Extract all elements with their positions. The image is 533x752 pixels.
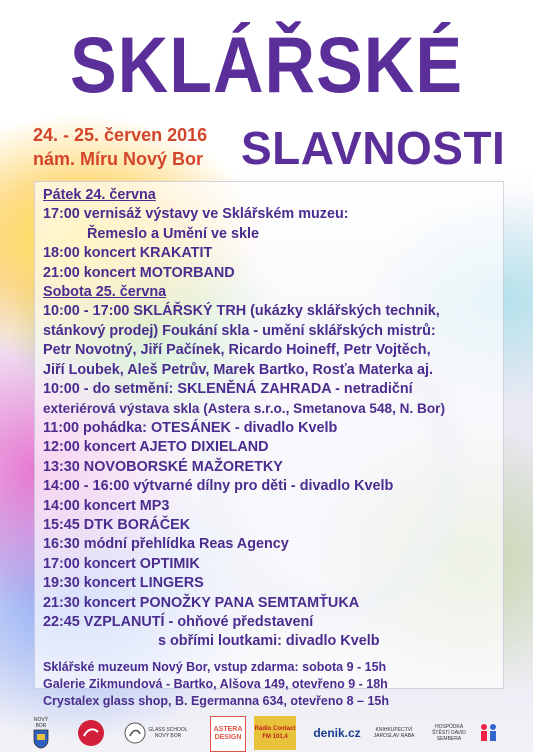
program-line: 21:00 koncert MOTORBAND [43, 264, 235, 281]
logo-label: NOVÝ BOR [33, 717, 49, 729]
venue-list [43, 659, 389, 710]
program-line: 17:00 koncert OPTIMIK [43, 555, 200, 572]
glass-school-icon [122, 716, 192, 750]
program-line: 13:30 NOVOBORSKÉ MAŽORETKY [43, 458, 283, 475]
library-logo-icon [373, 716, 415, 750]
program-line: 10:00 - do setmění: SKLENĚNÁ ZAHRADA - netradiční [43, 381, 413, 398]
event-date: 24. - 25. červen 2016 [33, 125, 208, 145]
program-line-day-heading: Sobota 25. června [43, 284, 167, 301]
logo-label: KNIHKUPECTVÍ JAROSLAV RABA [373, 727, 415, 739]
venue-line: Crystalex glass shop, B. Egermanna 634, otevřeno 8 – 15h [43, 694, 389, 708]
denik-logo-icon [308, 716, 366, 750]
program-line: 17:00 vernisáž výstavy ve Sklářském muzeu: [43, 206, 349, 223]
program-line: Petr Novotný, Jiří Pačínek, Ricardo Hoineff, Petr Vojtěch, [43, 342, 431, 359]
astera-design-icon [210, 716, 246, 752]
glass-logo-icon [72, 716, 110, 750]
program-line-day-heading: Pátek 24. června [43, 187, 156, 203]
program-line: 11:00 pohádka: OTESÁNEK - divadlo Kvelb [43, 419, 338, 436]
radio-logo-icon [254, 716, 296, 750]
logo-label: Rádio Contact FM 101,4 [254, 726, 296, 740]
restaurant-logo-icon [426, 716, 472, 750]
venue-line: Sklářské muzeum Nový Bor, vstup zdarma: sobota 9 - 15h [43, 660, 387, 674]
program-line: 12:00 koncert AJETO DIXIELAND [43, 439, 269, 456]
logo-label: ASTERA DESIGN [213, 726, 243, 741]
poster-title: SKLÁŘSKÉ [69, 21, 464, 109]
program-list [43, 186, 498, 652]
logo-label: denik.cz [313, 726, 361, 740]
program-line: 18:00 koncert KRAKATIT [43, 245, 213, 262]
family-logo-icon [474, 716, 504, 750]
program-line: 16:30 módní přehlídka Reas Agency [43, 536, 289, 553]
program-line: 15:45 DTK BORÁČEK [43, 516, 191, 533]
venue-line: Galerie Zikmundová - Bartko, Alšova 149, otevřeno 9 - 18h [43, 677, 388, 691]
program-line: s obřími loutkami: divadlo Kvelb [158, 633, 380, 650]
program-line: stánkový prodej) Foukání skla - umění sklářských mistrů: [43, 322, 436, 339]
poster-subtitle: SLAVNOSTI [241, 122, 506, 174]
program-line: 14:00 - 16:00 výtvarné dílny pro děti - divadlo Kvelb [43, 478, 394, 495]
sponsor-logos [28, 716, 506, 750]
logo-label: HOSPŮDKA ŠTĚSTÍ DAVID SEMBERA [432, 724, 466, 742]
program-line: exteriérová výstava skla (Astera s.r.o., Smetanova 548, N. Bor) [43, 401, 445, 417]
program-line: Jiří Loubek, Aleš Petrův, Marek Bartko, Rosťa Materka aj. [43, 361, 433, 378]
logo-label: GLASS SCHOOL NOVÝ BOR [148, 727, 188, 739]
event-place: nám. Míru Nový Bor [33, 149, 204, 169]
program-line: 14:00 koncert MP3 [43, 497, 170, 514]
program-line: 19:30 koncert LINGERS [43, 575, 204, 592]
program-line: 22:45 VZPLANUTÍ - ohňové představení [43, 613, 314, 630]
program-line: 10:00 - 17:00 SKLÁŘSKÝ TRH (ukázky sklářských technik, [43, 303, 440, 320]
program-line: 21:30 koncert PONOŽKY PANA SEMTAMŤUKA [43, 594, 360, 611]
city-crest-icon [28, 716, 54, 750]
program-line: Řemeslo a Umění ve skle [87, 225, 259, 242]
